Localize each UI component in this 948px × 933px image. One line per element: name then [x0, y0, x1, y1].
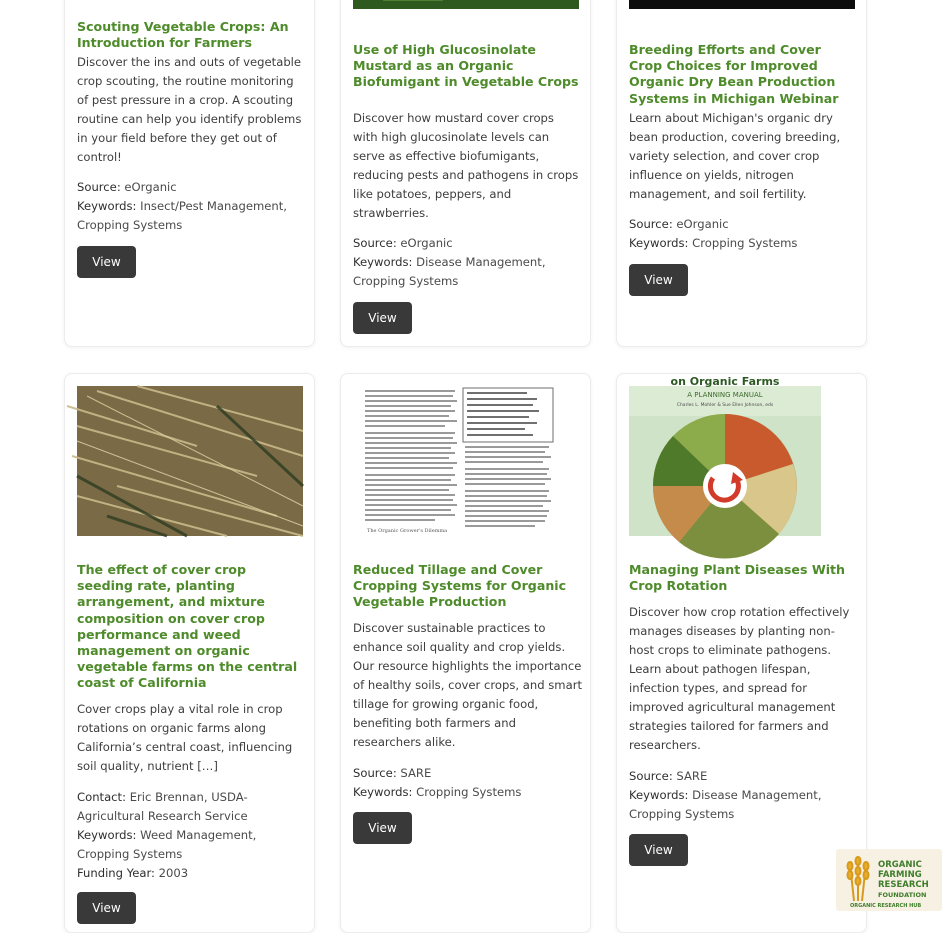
card-thumbnail[interactable] — [629, 0, 855, 9]
keywords-label: Keywords: — [77, 199, 137, 213]
view-button[interactable]: View — [629, 264, 688, 296]
keywords-value: Insect/Pest Management, Cropping Systems — [77, 199, 287, 232]
card-source — [629, 767, 860, 786]
card-source — [77, 178, 308, 197]
card-title[interactable]: Reduced Tillage and Cover Cropping Systems for Organic Vegetable Production — [353, 562, 567, 610]
source-label: Source: — [353, 236, 397, 250]
book-subtitle-text: A PLANNING MANUAL — [687, 391, 763, 399]
keywords-value: Cropping Systems — [416, 785, 522, 799]
book-title-text: on Organic Farms — [670, 375, 780, 388]
resource-card-crop-rotation — [616, 373, 867, 933]
funding-year-label: Funding Year: — [77, 866, 155, 880]
source-label: Source: — [629, 769, 673, 783]
logo-line-2: FARMING — [878, 870, 922, 880]
logo-line-4: FOUNDATION — [878, 891, 927, 899]
logo-tagline: ORGANIC RESEARCH HUB — [850, 903, 922, 909]
card-source — [353, 234, 584, 253]
organic-farming-research-foundation-logo[interactable] — [836, 849, 942, 911]
card-description: Discover how mustard cover crops with high glucosinolate levels can serve as effective biofumigants, reducing pests and pathogens in crops like potatoes, peppers, and strawberries. — [353, 111, 579, 220]
source-value: SARE — [400, 766, 432, 780]
view-button[interactable]: View — [77, 246, 136, 278]
card-keywords — [77, 197, 308, 235]
card-title[interactable]: Scouting Vegetable Crops: An Introduction for Farmers — [77, 19, 289, 51]
keywords-label: Keywords: — [353, 255, 413, 269]
keywords-value: Weed Management, Cropping Systems — [77, 828, 257, 861]
card-source — [629, 215, 860, 234]
card-title[interactable]: Breeding Efforts and Cover Crop Choices for Improved Organic Dry Bean Production Systems in Michigan Webinar — [629, 42, 839, 106]
card-description: Discover how crop rotation effectively manages diseases by planting non-host crops to eliminate pathogens. Learn about pathogen lifespan, infection types, and spread for improved agricultural management strategies tailored for farmers and researchers. — [629, 605, 850, 752]
mustard-field-image — [353, 0, 579, 9]
cover-crop-residue-image — [77, 386, 303, 536]
card-title[interactable]: The effect of cover crop seeding rate, planting arrangement, and mixture composition on cover crop performance and weed management on organic vegetable farms on the central coast of California — [77, 562, 298, 691]
card-funding-year — [77, 864, 308, 883]
funding-year-value: 2003 — [158, 866, 189, 880]
resource-card-cover-crop-seeding — [64, 373, 315, 933]
view-button[interactable]: View — [353, 812, 412, 844]
keywords-label: Keywords: — [629, 788, 689, 802]
card-description: Discover the ins and outs of vegetable crop scouting, the routine monitoring of pest pressure in a crop. A scouting routine can help you identify problems in your field before they get out of control! — [77, 55, 302, 164]
card-source — [353, 764, 584, 783]
keywords-value: Cropping Systems — [692, 236, 798, 250]
book-authors-text: Charles L. Mohler & Sue Ellen Johnson, eds — [676, 403, 774, 408]
card-thumbnail[interactable] — [353, 386, 579, 536]
webinar-video-image — [629, 0, 855, 9]
resource-card-mustard — [340, 0, 591, 347]
card-thumbnail[interactable] — [629, 375, 821, 536]
wheat-icon — [836, 849, 942, 911]
card-description: Cover crops play a vital role in crop rotations on organic farms along California’s central coast, influencing soil quality, nutrient […] — [77, 702, 293, 773]
resource-card-reduced-tillage — [340, 373, 591, 933]
card-keywords — [77, 826, 308, 864]
contact-label: Contact: — [77, 790, 127, 804]
keywords-value: Disease Management, Cropping Systems — [353, 255, 546, 288]
card-title[interactable]: Use of High Glucosinolate Mustard as an Organic Biofumigant in Vegetable Crops — [353, 42, 579, 90]
logo-line-3: RESEARCH — [878, 880, 929, 890]
card-keywords — [629, 234, 860, 253]
source-label: Source: — [353, 766, 397, 780]
logo-line-1: ORGANIC — [878, 860, 922, 870]
card-title[interactable]: Managing Plant Diseases With Crop Rotation — [629, 562, 846, 594]
keywords-label: Keywords: — [629, 236, 689, 250]
card-description: Learn about Michigan's organic dry bean production, covering breeding, variety selection, and cover crop influence on yields, nitrogen management, and soil fertility. — [629, 111, 841, 201]
card-keywords — [629, 786, 860, 824]
source-value: eOrganic — [124, 180, 177, 194]
view-button[interactable]: View — [77, 892, 136, 924]
card-thumbnail[interactable] — [77, 386, 303, 536]
resource-card-dry-bean — [616, 0, 867, 347]
keywords-label: Keywords: — [77, 828, 137, 842]
source-value: eOrganic — [400, 236, 453, 250]
view-button[interactable]: View — [629, 834, 688, 866]
source-label: Source: — [629, 217, 673, 231]
book-cover-image — [629, 375, 821, 536]
source-value: SARE — [676, 769, 708, 783]
card-keywords — [353, 253, 584, 291]
card-description: Discover sustainable practices to enhance soil quality and crop yields. Our resource highlights the importance of healthy soils, cover crops, and smart tillage for growing organic food, benefiting both farmers and researchers alike. — [353, 621, 583, 749]
source-value: eOrganic — [676, 217, 729, 231]
contact-value: Eric Brennan, USDA-Agricultural Research Service — [77, 790, 248, 823]
card-thumbnail[interactable] — [353, 0, 579, 9]
document-footer-text: The Organic Grower's Dilemma — [367, 528, 448, 534]
keywords-label: Keywords: — [353, 785, 413, 799]
view-button[interactable]: View — [353, 302, 412, 334]
document-page-image — [353, 386, 579, 536]
source-label: Source: — [77, 180, 121, 194]
resource-card-scouting — [64, 0, 315, 347]
card-keywords — [353, 783, 584, 802]
card-contact — [77, 788, 308, 826]
keywords-value: Disease Management, Cropping Systems — [629, 788, 822, 821]
